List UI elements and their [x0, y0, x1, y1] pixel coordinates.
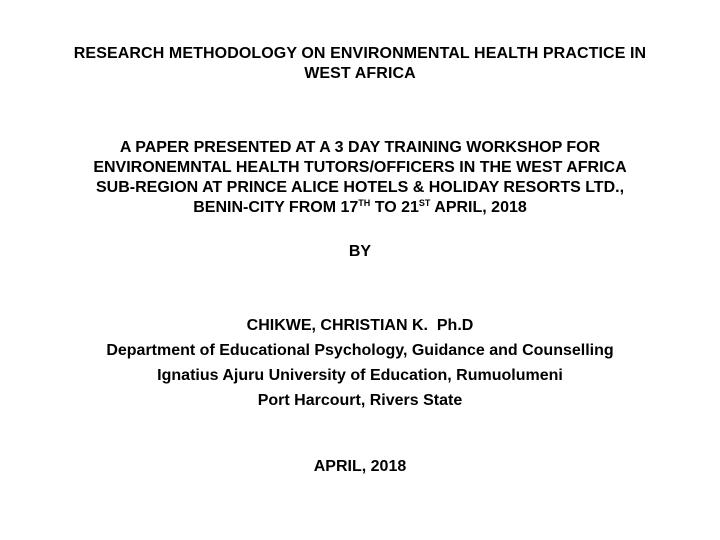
author-name: CHIKWE, CHRISTIAN K. Ph.D: [246, 317, 474, 334]
presentation-subtitle: [40, 138, 680, 218]
paper-title: [40, 44, 680, 84]
author-department: Department of Educational Psychology, Guidance and Counselling: [106, 342, 614, 359]
subtitle-date-from: BENIN-CITY FROM 17: [193, 199, 359, 216]
author-university: Ignatius Ajuru University of Education, Rumuolumeni: [157, 367, 563, 384]
author-block: [40, 313, 680, 413]
presentation-date: APRIL, 2018: [313, 458, 407, 475]
title-line-1: RESEARCH METHODOLOGY ON ENVIRONMENTAL HEALTH PRACTICE IN: [73, 45, 647, 62]
by-label: BY: [348, 243, 372, 260]
subtitle-date-month: APRIL, 2018: [430, 199, 527, 216]
ordinal-suffix-st: ST: [418, 198, 431, 208]
subtitle-line-1: A PAPER PRESENTED AT A 3 DAY TRAINING WORKSHOP FOR: [119, 139, 601, 156]
subtitle-line-2: ENVIRONEMNTAL HEALTH TUTORS/OFFICERS IN THE WEST AFRICA: [93, 159, 627, 176]
ordinal-suffix-th: TH: [358, 198, 371, 208]
subtitle-line-3: SUB-REGION AT PRINCE ALICE HOTELS & HOLIDAY RESORTS LTD.,: [95, 179, 625, 196]
subtitle-line-4: [40, 198, 680, 218]
title-line-2: WEST AFRICA: [304, 65, 416, 82]
subtitle-date-to: TO 21: [370, 199, 419, 216]
author-location: Port Harcourt, Rivers State: [257, 392, 463, 409]
